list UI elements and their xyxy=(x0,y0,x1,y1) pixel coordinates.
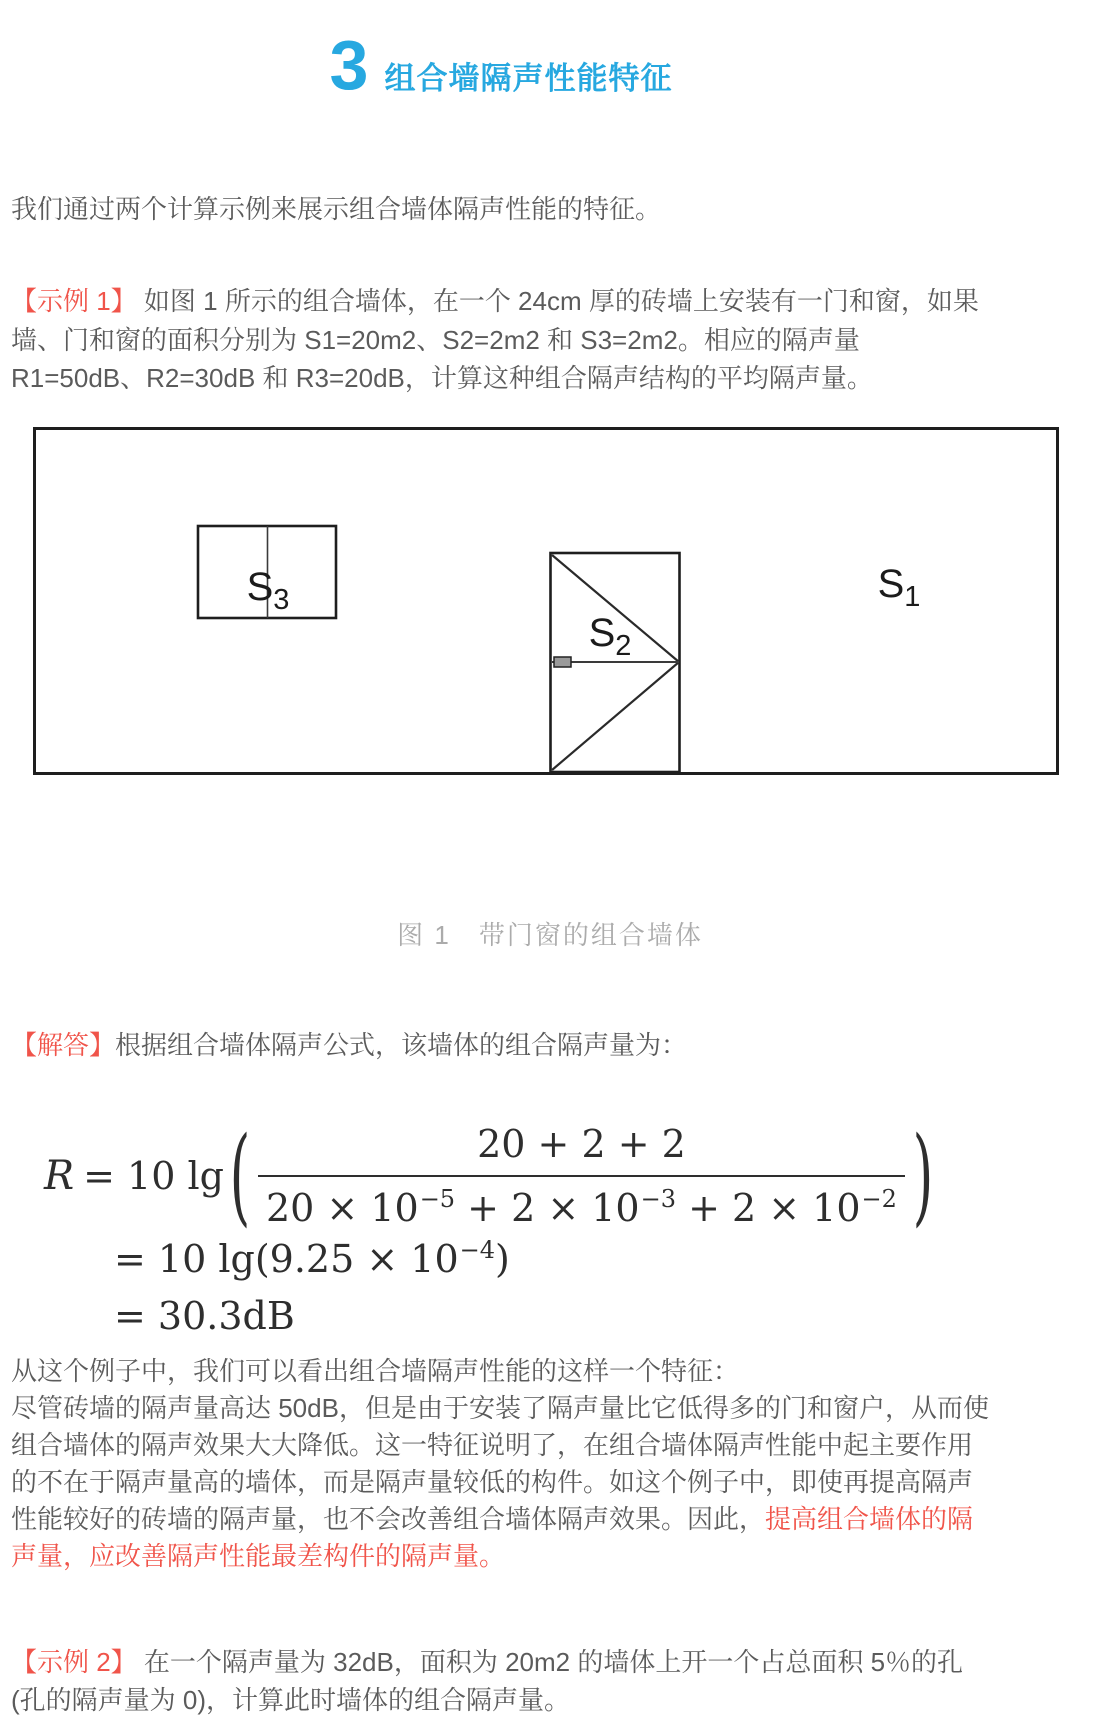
fraction-denominator xyxy=(258,1175,905,1230)
door-label: $S_2$ xyxy=(588,611,632,662)
figure1-caption: 图 1 带门窗的组合墙体 xyxy=(397,920,703,950)
fraction-numerator: 20 + 2 + 2 xyxy=(477,1122,686,1166)
solution-tag: 【解答】 xyxy=(11,1030,116,1060)
formula-term: 20 × 10 xyxy=(265,1186,419,1230)
open-paren: ( xyxy=(229,1114,251,1237)
feature-section xyxy=(11,1353,993,1575)
window-label: $S_3$ xyxy=(246,565,290,616)
formula-exponent: −2 xyxy=(861,1185,897,1213)
formula-block xyxy=(44,1114,937,1338)
formula-line1 xyxy=(44,1114,937,1237)
section-number: 3 xyxy=(329,26,369,104)
wall-diagram xyxy=(33,427,1059,775)
formula-line3: = 30.3dB xyxy=(114,1294,295,1338)
feature-highlight: 提高组合墙体的隔声量，应改善隔声性能最差构件的隔声量。 xyxy=(11,1504,974,1571)
feature-body: 尽管砖墙的隔声量高达 50dB，但是由于安装了隔声量比它低得多的门和窗户，从而使组合墙体的隔声效果大大降低。这一特征说明了，在组合墙体隔声性能中起主要作用的不在于隔声量高的墙体，而是隔声量较低的构件。如这个例子中，即使再提高隔声性能较好的砖墙的隔声量，也不会改善组合墙体隔声效果。因此， xyxy=(11,1393,989,1534)
formula-exponent: −5 xyxy=(419,1185,456,1213)
formula-term: ) xyxy=(495,1237,510,1281)
formula-term: + 2 × 10 xyxy=(455,1186,640,1230)
close-paren: ) xyxy=(912,1114,934,1237)
example2-paragraph xyxy=(11,1643,993,1719)
wall-label: $S_1$ xyxy=(877,562,921,613)
fraction xyxy=(258,1122,905,1230)
formula-term: = 10 lg(9.25 × 10 xyxy=(114,1237,459,1281)
formula-line2 xyxy=(114,1237,937,1281)
feature-intro: 从这个例子中，我们可以看出组合墙隔声性能的这样一个特征： xyxy=(11,1356,740,1386)
formula-term: + 2 × 10 xyxy=(676,1186,861,1230)
example1-paragraph xyxy=(11,282,993,398)
door-diagonal-lower xyxy=(552,662,679,770)
solution-lead: 根据组合墙体隔声公式，该墙体的组合隔声量为： xyxy=(115,1030,688,1060)
section-title: 组合墙隔声性能特征 xyxy=(384,61,673,96)
feature-paragraph xyxy=(11,1390,993,1575)
example2-text: 在一个隔声量为 32dB，面积为 20m2 的墙体上开一个占总面积 5％的孔(孔的隔声量为 0)，计算此时墙体的组合隔声量。 xyxy=(11,1647,964,1715)
example2-tag: 【示例 2】 xyxy=(11,1647,137,1677)
solution-paragraph xyxy=(11,1026,993,1065)
formula-lhs: R xyxy=(44,1153,75,1199)
section-header xyxy=(0,26,1002,104)
intro-paragraph: 我们通过两个计算示例来展示组合墙体隔声性能的特征。 xyxy=(11,194,662,224)
example1-text: 如图 1 所示的组合墙体，在一个 24cm 厚的砖墙上安装有一门和窗，如果墙、门和窗的面积分别为 S1=20m2、S2=2m2 和 S3=2m2。相应的隔声量 R1=50dB、R2=30dB 和 R3=20dB，计算这种组合隔声结构的平均隔声量。 xyxy=(11,286,979,393)
formula-operator: = 10 lg xyxy=(83,1154,224,1198)
door-handle xyxy=(554,657,571,667)
formula-exponent: −4 xyxy=(459,1236,496,1264)
example1-tag: 【示例 1】 xyxy=(11,286,137,316)
formula-exponent: −3 xyxy=(640,1185,676,1213)
